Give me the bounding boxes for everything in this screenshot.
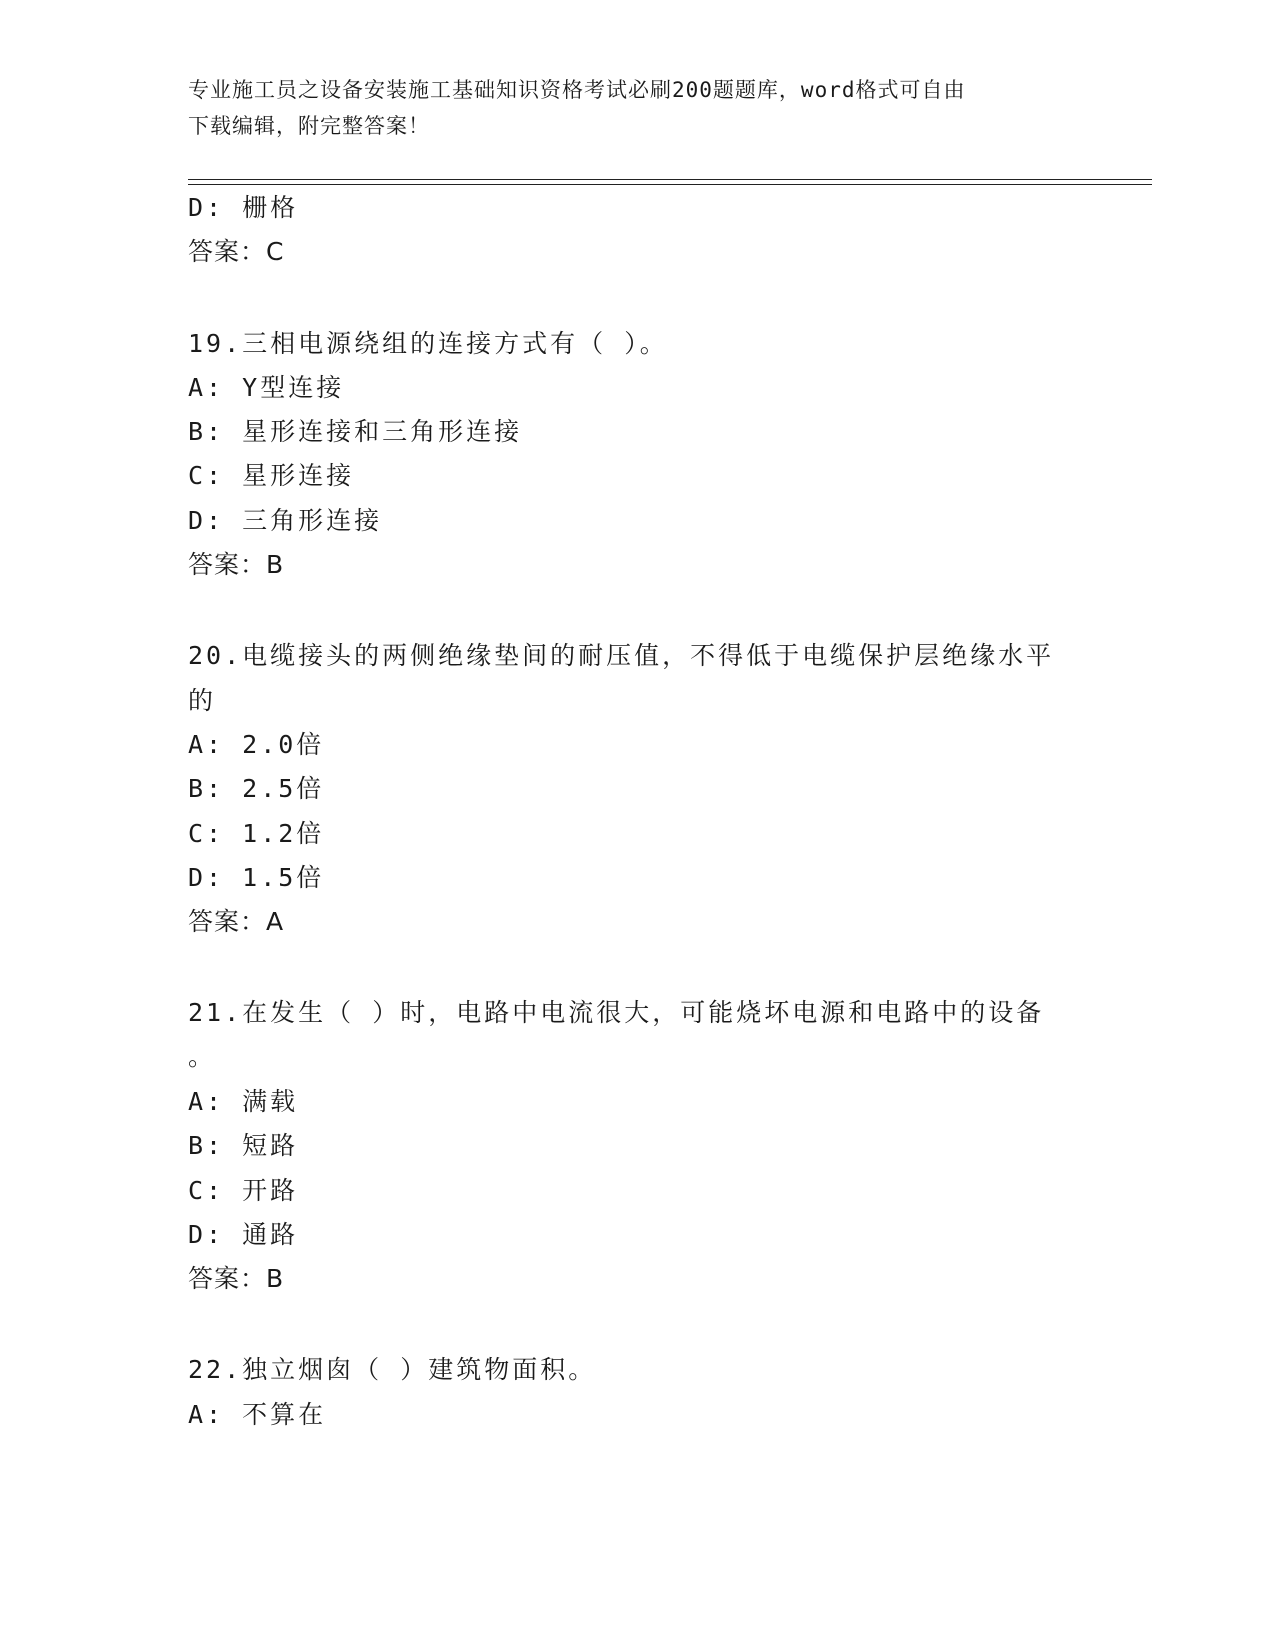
answer-q18: 答案：C	[188, 237, 285, 266]
option-d-q19: D: 三角形连接	[188, 506, 383, 535]
option-d-q20: D: 1.5倍	[188, 863, 325, 892]
option-a-q19: A: Y型连接	[188, 373, 345, 402]
header-divider-top	[188, 179, 1152, 180]
header-title-line-2: 下载编辑，附完整答案！	[188, 114, 430, 138]
option-b-q19: B: 星形连接和三角形连接	[188, 417, 523, 446]
answer-q20: 答案：A	[188, 907, 285, 936]
document-header	[188, 72, 1068, 144]
option-c-q20: C: 1.2倍	[188, 819, 325, 848]
option-b-q21: B: 短路	[188, 1131, 299, 1160]
option-d-q18: D: 栅格	[188, 193, 299, 222]
question-19: 19.三相电源绕组的连接方式有（ ）。	[188, 329, 668, 358]
option-c-q21: C: 开路	[188, 1176, 299, 1205]
question-20: 20.电缆接头的两侧绝缘垫间的耐压值，不得低于电缆保护层绝缘水平	[188, 641, 1055, 670]
option-d-q21: D: 通路	[188, 1220, 299, 1249]
option-c-q19: C: 星形连接	[188, 461, 355, 490]
question-21-cont: 。	[188, 1042, 217, 1071]
option-a-q20: A: 2.0倍	[188, 730, 325, 759]
option-b-q20: B: 2.5倍	[188, 774, 325, 803]
option-a-q22: A: 不算在	[188, 1400, 327, 1429]
question-22: 22.独立烟囱（ ）建筑物面积。	[188, 1355, 597, 1384]
header-divider-bottom	[188, 184, 1152, 185]
answer-q21: 答案：B	[188, 1264, 285, 1293]
answer-q19: 答案：B	[188, 550, 285, 579]
question-20-cont: 的	[188, 686, 217, 715]
option-a-q21: A: 满载	[188, 1087, 299, 1116]
question-21: 21.在发生（ ）时，电路中电流很大，可能烧坏电源和电路中的设备	[188, 998, 1045, 1027]
header-title-line-1: 专业施工员之设备安装施工基础知识资格考试必刷200题题库，word格式可自由	[188, 78, 966, 102]
